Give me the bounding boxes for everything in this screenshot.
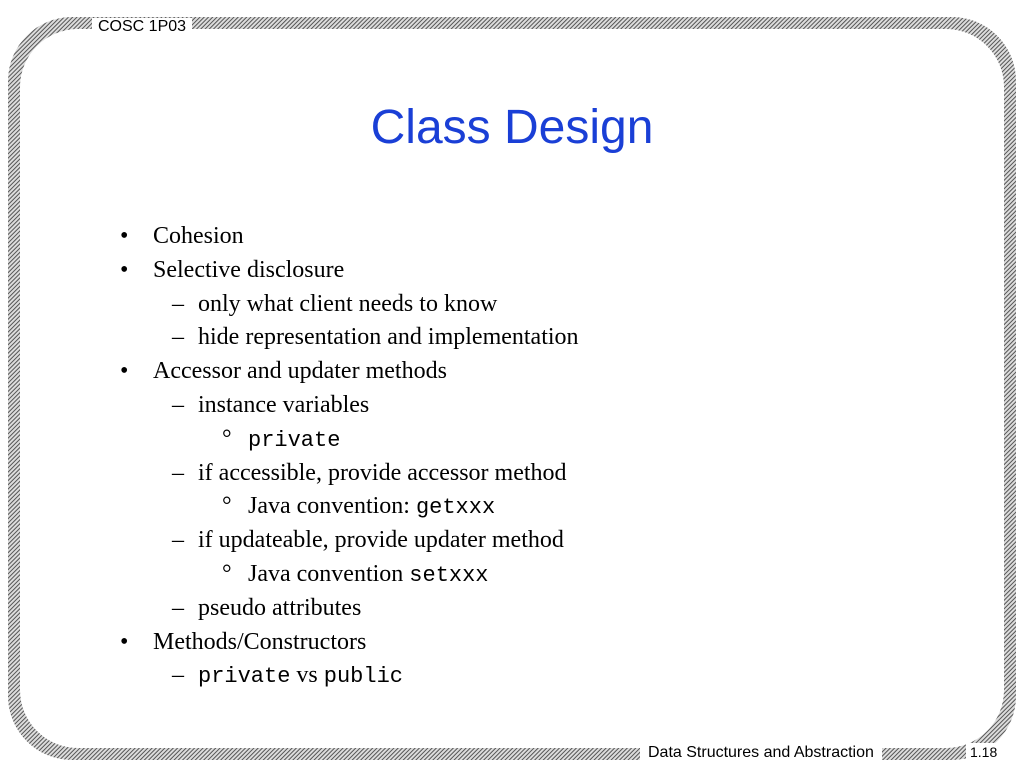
bullet-marker-l2: –: [172, 392, 184, 418]
item-text: Selective disclosure: [153, 256, 345, 283]
list-item: [153, 220, 244, 252]
slide-title: Class Design: [370, 101, 654, 154]
code-text: private: [248, 427, 341, 453]
bullet-marker-l2: –: [172, 459, 184, 486]
list-item: [153, 626, 366, 658]
list-item: [248, 423, 340, 457]
bullet-marker-l2: –: [172, 662, 184, 689]
page-number: 1.18: [966, 743, 1001, 761]
list-item: [198, 288, 497, 320]
item-text: Methods/Constructors: [153, 628, 367, 655]
bullet-marker-l1: •: [120, 358, 129, 385]
item-text: only what client needs to know: [198, 290, 498, 317]
bullet-marker-l1: •: [120, 628, 129, 655]
item-text: Java convention:: [248, 493, 416, 520]
bullet-marker-l2: –: [172, 324, 184, 351]
list-item: [198, 592, 361, 624]
list-item: [198, 524, 564, 556]
bullet-marker-l2: –: [172, 594, 184, 621]
item-text: Java convention: [248, 561, 410, 587]
item-text: Cohesion: [153, 223, 244, 249]
list-item: [198, 321, 579, 353]
item-text: if accessible, provide accessor method: [198, 459, 567, 486]
list-item: [198, 389, 369, 421]
list-item: [248, 490, 495, 524]
item-text: instance variables: [198, 392, 370, 418]
list-item: [153, 355, 447, 387]
item-text: hide representation and implementation: [198, 324, 579, 351]
item-text: Accessor and updater methods: [153, 358, 447, 385]
bullet-marker-l2: –: [172, 290, 184, 317]
list-item: [153, 254, 344, 286]
bullet-marker-l3: °: [222, 561, 232, 587]
bullet-marker-l1: •: [120, 223, 129, 249]
item-text: vs: [290, 662, 324, 689]
bullet-marker-l3: °: [222, 425, 232, 452]
list-item: [198, 457, 567, 489]
course-label: COSC 1P03: [92, 18, 192, 36]
list-item: [198, 659, 403, 693]
item-text: if updateable, provide updater method: [198, 527, 564, 554]
code-text: getxxx: [415, 495, 496, 521]
code-text: private: [198, 664, 291, 690]
code-text: setxxx: [409, 563, 489, 588]
list-item: [248, 558, 489, 592]
footer-title: Data Structures and Abstraction: [640, 744, 882, 762]
bullet-marker-l3: °: [222, 493, 232, 520]
bullet-marker-l2: –: [172, 527, 184, 554]
item-text: pseudo attributes: [198, 594, 362, 621]
code-text: public: [323, 664, 403, 690]
bullet-marker-l1: •: [120, 256, 129, 283]
